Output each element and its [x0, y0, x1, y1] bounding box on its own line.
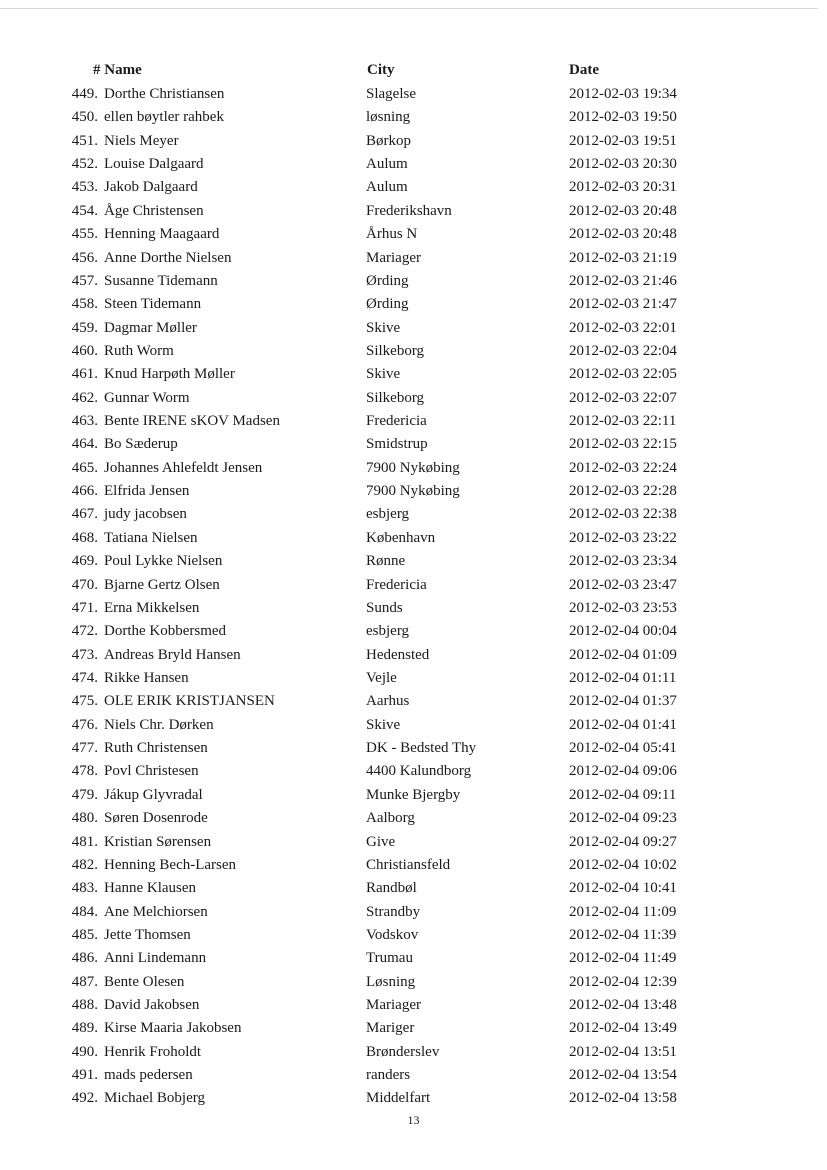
row-date: 2012-02-04 09:23	[569, 810, 677, 827]
header-date: Date	[569, 62, 599, 78]
row-date: 2012-02-03 21:19	[569, 249, 677, 266]
row-name: Niels Meyer	[104, 132, 179, 149]
row-number: 456.	[71, 249, 98, 266]
row-city: Give	[366, 833, 396, 850]
row-city: Vejle	[366, 669, 397, 686]
row-number: 480.	[71, 810, 98, 827]
row-city: Vodskov	[366, 926, 419, 943]
header-city: City	[367, 62, 395, 78]
row-name: Povl Christesen	[104, 763, 199, 780]
row-city: København	[366, 529, 436, 546]
row-city: Ørding	[366, 296, 409, 313]
row-number: 472.	[71, 623, 98, 640]
table-row	[0, 621, 827, 644]
row-date: 2012-02-03 22:07	[569, 389, 677, 406]
row-number: 485.	[71, 926, 98, 943]
row-name: Ruth Worm	[104, 342, 174, 359]
table-row	[0, 551, 827, 574]
row-city: 4400 Kalundborg	[366, 763, 472, 780]
row-number: 467.	[71, 506, 98, 523]
row-date: 2012-02-04 09:27	[569, 833, 677, 850]
row-number: 490.	[71, 1043, 98, 1060]
header-name: # Name	[93, 62, 142, 78]
row-date: 2012-02-04 13:48	[569, 997, 677, 1014]
table-row	[0, 598, 827, 621]
row-number: 450.	[71, 109, 98, 126]
row-number: 466.	[71, 483, 98, 500]
table-row	[0, 177, 827, 200]
table-row	[0, 761, 827, 784]
row-number: 452.	[71, 156, 98, 173]
table-row	[0, 738, 827, 761]
row-number: 492.	[71, 1090, 98, 1107]
row-city: Mariager	[366, 249, 421, 266]
row-number: 451.	[71, 132, 98, 149]
row-number: 488.	[71, 997, 98, 1014]
row-city: Silkeborg	[366, 342, 425, 359]
row-name: Anne Dorthe Nielsen	[104, 249, 232, 266]
row-city: Løsning	[366, 973, 416, 990]
row-number: 470.	[71, 576, 98, 593]
row-city: Århus N	[366, 226, 418, 243]
row-name: Hanne Klausen	[104, 880, 197, 897]
table-row	[0, 294, 827, 317]
row-number: 476.	[71, 716, 98, 733]
row-number: 454.	[71, 202, 98, 219]
table-row	[0, 154, 827, 177]
row-number: 463.	[71, 413, 98, 430]
row-date: 2012-02-04 13:51	[569, 1043, 677, 1060]
table-row	[0, 364, 827, 387]
row-name: Kirse Maaria Jakobsen	[104, 1020, 242, 1037]
row-name: Åge Christensen	[104, 202, 204, 219]
row-name: Poul Lykke Nielsen	[104, 553, 223, 570]
row-number: 453.	[71, 179, 98, 196]
row-name: Henrik Froholdt	[104, 1043, 202, 1060]
row-city: Munke Bjergby	[366, 786, 461, 803]
row-name: Henning Bech-Larsen	[104, 856, 237, 873]
table-row	[0, 224, 827, 247]
row-name: Bo Sæderup	[104, 436, 178, 453]
row-city: Mariager	[366, 997, 421, 1014]
row-date: 2012-02-04 01:11	[569, 669, 677, 686]
row-date: 2012-02-04 01:41	[569, 716, 677, 733]
row-city: Randbøl	[366, 880, 417, 897]
table-row	[0, 575, 827, 598]
row-number: 455.	[71, 226, 98, 243]
row-name: David Jakobsen	[104, 997, 200, 1014]
row-name: Søren Dosenrode	[104, 810, 208, 827]
table-row	[0, 948, 827, 971]
row-name: judy jacobsen	[104, 506, 187, 523]
table-header	[0, 62, 827, 82]
row-city: 7900 Nykøbing	[366, 483, 460, 500]
row-number: 486.	[71, 950, 98, 967]
row-date: 2012-02-03 20:30	[569, 156, 677, 173]
row-name: Henning Maagaard	[104, 226, 220, 243]
row-date: 2012-02-03 21:46	[569, 272, 677, 289]
row-city: Hedensted	[366, 646, 430, 663]
row-date: 2012-02-03 23:53	[569, 599, 677, 616]
row-number: 464.	[71, 436, 98, 453]
row-number: 484.	[71, 903, 98, 920]
row-city: Silkeborg	[366, 389, 425, 406]
row-number: 462.	[71, 389, 98, 406]
row-city: Ørding	[366, 272, 409, 289]
row-date: 2012-02-04 01:37	[569, 693, 677, 710]
row-name: Steen Tidemann	[104, 296, 202, 313]
table-row	[0, 84, 827, 107]
row-name: Niels Chr. Dørken	[104, 716, 214, 733]
table-row	[0, 434, 827, 457]
row-number: 483.	[71, 880, 98, 897]
row-city: DK - Bedsted Thy	[366, 740, 477, 757]
row-date: 2012-02-03 22:11	[569, 413, 677, 430]
row-name: Susanne Tidemann	[104, 272, 218, 289]
row-city: Strandby	[366, 903, 421, 920]
row-number: 458.	[71, 296, 98, 313]
table-row	[0, 832, 827, 855]
row-date: 2012-02-04 13:58	[569, 1090, 677, 1107]
row-number: 457.	[71, 272, 98, 289]
row-date: 2012-02-03 20:31	[569, 179, 677, 196]
row-number: 479.	[71, 786, 98, 803]
row-date: 2012-02-03 22:15	[569, 436, 677, 453]
row-name: Bente Olesen	[104, 973, 185, 990]
row-name: Ruth Christensen	[104, 740, 208, 757]
row-name: Rikke Hansen	[104, 669, 189, 686]
table-row	[0, 1042, 827, 1065]
row-date: 2012-02-04 05:41	[569, 740, 677, 757]
table-row	[0, 528, 827, 551]
row-name: Tatiana Nielsen	[104, 529, 198, 546]
row-date: 2012-02-04 10:02	[569, 856, 677, 873]
row-date: 2012-02-03 20:48	[569, 226, 677, 243]
row-date: 2012-02-03 22:38	[569, 506, 677, 523]
row-number: 474.	[71, 669, 98, 686]
row-name: Jakob Dalgaard	[104, 179, 198, 196]
row-date: 2012-02-03 19:34	[569, 86, 677, 102]
row-name: Gunnar Worm	[104, 389, 190, 406]
row-number: 469.	[71, 553, 98, 570]
row-number: 482.	[71, 856, 98, 873]
table-row	[0, 691, 827, 714]
table-row	[0, 271, 827, 294]
row-number: 459.	[71, 319, 98, 336]
row-city: Skive	[366, 716, 401, 733]
table-row	[0, 388, 827, 411]
row-date: 2012-02-03 19:50	[569, 109, 677, 126]
row-city: Smidstrup	[366, 436, 428, 453]
row-name: Bente IRENE sKOV Madsen	[104, 413, 280, 430]
row-date: 2012-02-03 22:04	[569, 342, 677, 359]
row-number: 487.	[71, 973, 98, 990]
row-name: ellen bøytler rahbek	[104, 109, 224, 126]
table-row	[0, 855, 827, 878]
row-city: 7900 Nykøbing	[366, 459, 460, 476]
table-row	[0, 1018, 827, 1041]
row-number: 481.	[71, 833, 98, 850]
row-name: Elfrida Jensen	[104, 483, 190, 500]
table-row	[0, 318, 827, 341]
row-city: Rønne	[366, 553, 406, 570]
row-city: esbjerg	[366, 623, 410, 640]
table-row	[0, 458, 827, 481]
row-date: 2012-02-04 11:49	[569, 950, 677, 967]
row-city: Sunds	[366, 599, 403, 616]
row-date: 2012-02-04 00:04	[569, 623, 677, 640]
table-row	[0, 645, 827, 668]
table-row	[0, 972, 827, 995]
row-date: 2012-02-04 09:11	[569, 786, 677, 803]
table-row	[0, 878, 827, 901]
row-city: Brønderslev	[366, 1043, 440, 1060]
row-city: Aarhus	[366, 693, 410, 710]
row-city: randers	[366, 1067, 411, 1084]
row-name: Andreas Bryld Hansen	[104, 646, 241, 663]
row-date: 2012-02-04 13:49	[569, 1020, 677, 1037]
table-row	[0, 107, 827, 130]
row-name: Jákup Glyvradal	[104, 786, 203, 803]
row-name: Jette Thomsen	[104, 926, 191, 943]
row-number: 460.	[71, 342, 98, 359]
row-name: Michael Bobjerg	[104, 1090, 205, 1107]
row-date: 2012-02-03 22:01	[569, 319, 677, 336]
row-number: 468.	[71, 529, 98, 546]
row-city: Aulum	[366, 156, 408, 173]
page-number: 13	[407, 1113, 420, 1127]
row-date: 2012-02-04 11:39	[569, 926, 677, 943]
row-number: 475.	[71, 693, 98, 710]
table-row	[0, 808, 827, 831]
row-name: Knud Harpøth Møller	[104, 366, 235, 383]
row-number: 491.	[71, 1067, 98, 1084]
table-body	[0, 84, 827, 1112]
row-name: OLE ERIK KRISTJANSEN	[104, 693, 275, 710]
row-city: Trumau	[366, 950, 413, 967]
row-number: 465.	[71, 459, 98, 476]
table-row	[0, 785, 827, 808]
table-row	[0, 411, 827, 434]
row-city: Fredericia	[366, 413, 427, 430]
row-name: Louise Dalgaard	[104, 156, 204, 173]
table-row	[0, 1065, 827, 1088]
row-city: Skive	[366, 366, 401, 383]
row-number: 489.	[71, 1020, 98, 1037]
row-name: Ane Melchiorsen	[104, 903, 208, 920]
table-row	[0, 481, 827, 504]
table-row	[0, 248, 827, 271]
row-city: Fredericia	[366, 576, 427, 593]
table-row	[0, 995, 827, 1018]
table-row	[0, 925, 827, 948]
table-row	[0, 131, 827, 154]
row-name: Dorthe Christiansen	[104, 86, 225, 102]
table-row	[0, 715, 827, 738]
table-row	[0, 201, 827, 224]
row-number: 478.	[71, 763, 98, 780]
row-date: 2012-02-04 11:09	[569, 903, 677, 920]
row-city: Frederikshavn	[366, 202, 452, 219]
row-date: 2012-02-03 22:05	[569, 366, 677, 383]
row-name: Anni Lindemann	[104, 950, 207, 967]
row-number: 477.	[71, 740, 98, 757]
row-date: 2012-02-03 22:24	[569, 459, 677, 476]
row-date: 2012-02-03 21:47	[569, 296, 677, 313]
row-date: 2012-02-03 23:22	[569, 529, 677, 546]
row-city: Aalborg	[366, 810, 415, 827]
row-date: 2012-02-04 01:09	[569, 646, 677, 663]
row-date: 2012-02-03 23:34	[569, 553, 677, 570]
row-name: Johannes Ahlefeldt Jensen	[104, 459, 263, 476]
row-date: 2012-02-04 13:54	[569, 1067, 677, 1084]
row-date: 2012-02-03 23:47	[569, 576, 677, 593]
row-date: 2012-02-03 20:48	[569, 202, 677, 219]
row-date: 2012-02-04 12:39	[569, 973, 677, 990]
row-date: 2012-02-03 19:51	[569, 132, 677, 149]
top-rule	[0, 8, 818, 9]
row-city: Christiansfeld	[366, 856, 451, 873]
row-name: Erna Mikkelsen	[104, 599, 200, 616]
table-row	[0, 341, 827, 364]
row-date: 2012-02-04 10:41	[569, 880, 677, 897]
table-row	[0, 668, 827, 691]
row-number: 449.	[71, 86, 98, 102]
row-city: Mariger	[366, 1020, 415, 1037]
row-city: Skive	[366, 319, 401, 336]
row-city: Middelfart	[366, 1090, 431, 1107]
row-number: 461.	[71, 366, 98, 383]
row-number: 471.	[71, 599, 98, 616]
row-city: Børkop	[366, 132, 411, 149]
row-date: 2012-02-03 22:28	[569, 483, 677, 500]
row-number: 473.	[71, 646, 98, 663]
row-name: Kristian Sørensen	[104, 833, 212, 850]
row-city: løsning	[366, 109, 411, 126]
table-row	[0, 902, 827, 925]
row-name: Dorthe Kobbersmed	[104, 623, 227, 640]
row-city: Slagelse	[366, 86, 416, 102]
row-date: 2012-02-04 09:06	[569, 763, 677, 780]
row-name: mads pedersen	[104, 1067, 193, 1084]
row-name: Dagmar Møller	[104, 319, 197, 336]
row-city: Aulum	[366, 179, 408, 196]
row-city: esbjerg	[366, 506, 410, 523]
table-row	[0, 1088, 827, 1111]
row-name: Bjarne Gertz Olsen	[104, 576, 220, 593]
table-row	[0, 504, 827, 527]
